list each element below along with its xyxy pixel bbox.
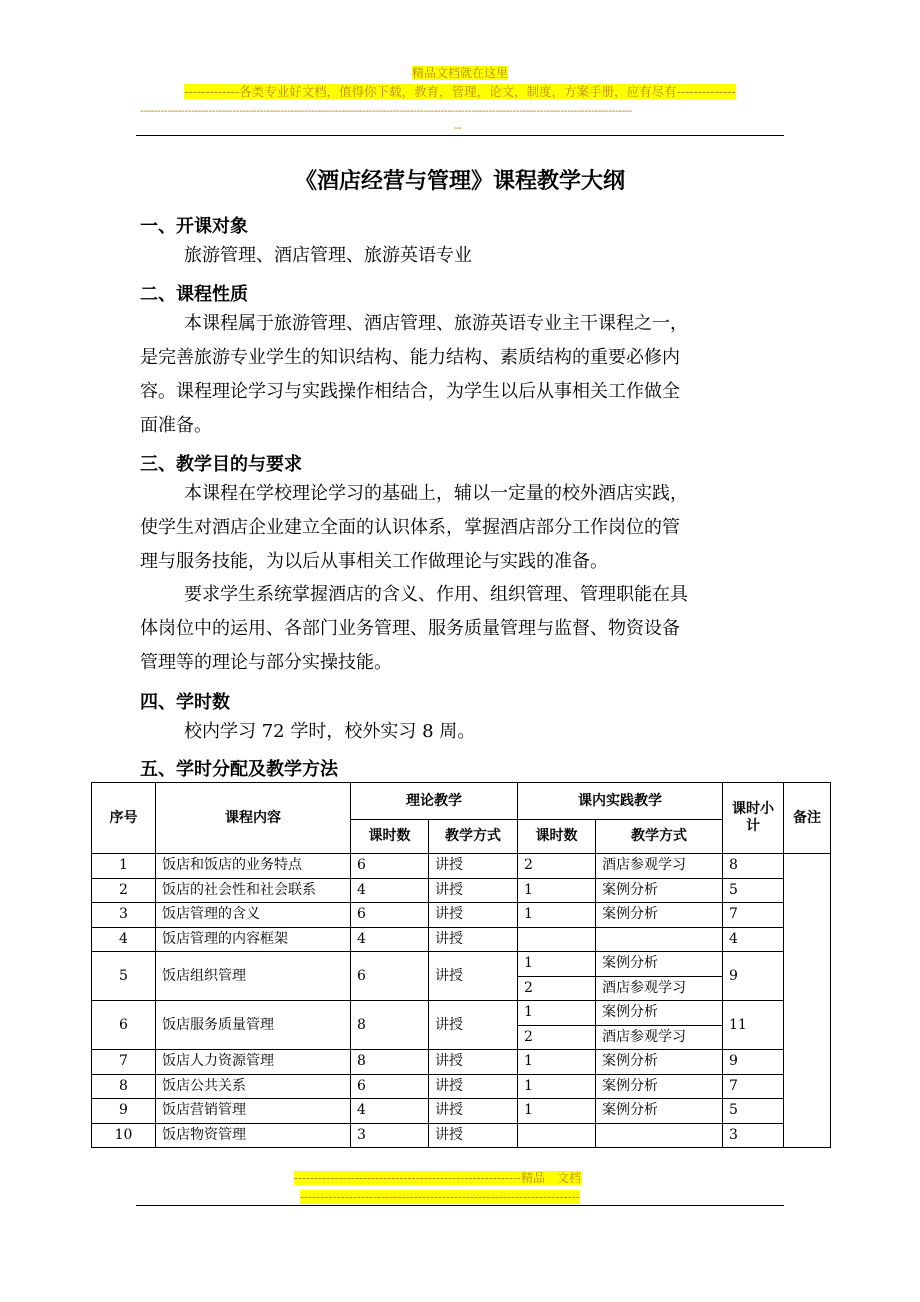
cell-practice-method: 案例分析 [596,1001,723,1026]
section-heading-5: 五、学时分配及教学方法 [140,759,338,780]
cell-subtotal: 5 [723,1099,784,1124]
cell-subtotal: 7 [723,903,784,928]
cell-theory-method: 讲授 [429,1074,518,1099]
cell-subtotal: 3 [723,1123,784,1148]
table-row [92,1001,831,1026]
cell-theory-method: 讲授 [429,1099,518,1124]
col-header-theory-method: 教学方式 [429,820,518,854]
cell-practice-hours: 2 [518,976,596,1001]
cell-theory-hours: 6 [351,903,429,928]
cell-practice-method: 酒店参观学习 [596,976,723,1001]
cell-practice-hours: 1 [518,952,596,977]
cell-content: 饭店的社会性和社会联系 [156,878,351,903]
cell-practice-method [596,927,723,952]
cell-theory-hours: 4 [351,927,429,952]
cell-theory-hours: 4 [351,878,429,903]
section-body-3a [140,477,782,579]
header-dash-line: ------------------------------------------------------------------------------------------------------------------------------------------------ [140,104,633,117]
cell-theory-method: 讲授 [429,927,518,952]
section-body-1 [140,239,782,273]
cell-content: 饭店营销管理 [156,1099,351,1124]
text-line: 本课程在学校理论学习的基础上，辅以一定量的校外酒店实践， [184,483,688,504]
cell-no: 2 [92,878,156,903]
table-row [92,1123,831,1148]
footer-line-2: --------------------------------------------------------------------- [300,1190,580,1204]
cell-practice-method: 案例分析 [596,1099,723,1124]
section-heading-1: 一、开课对象 [140,216,248,237]
cell-content: 饭店管理的含义 [156,903,351,928]
hours-allocation-table [91,782,831,1148]
cell-practice-hours: 1 [518,1001,596,1026]
cell-content: 饭店人力资源管理 [156,1050,351,1075]
cell-practice-method: 酒店参观学习 [596,1025,723,1050]
cell-subtotal: 5 [723,878,784,903]
col-header-note: 备注 [784,783,831,854]
cell-theory-method: 讲授 [429,1050,518,1075]
cell-content: 饭店物资管理 [156,1123,351,1148]
cell-theory-hours: 6 [351,952,429,1001]
cell-practice-method: 案例分析 [596,952,723,977]
text-line: 本课程属于旅游管理、酒店管理、旅游英语专业主干课程之一， [184,313,688,334]
cell-content: 饭店管理的内容框架 [156,927,351,952]
footer-rule [136,1205,784,1206]
table-row [92,1074,831,1099]
section-body-4 [140,715,782,749]
cell-no: 7 [92,1050,156,1075]
cell-practice-hours: 1 [518,903,596,928]
cell-no: 4 [92,927,156,952]
cell-theory-method: 讲授 [429,854,518,879]
text-line: 容。课程理论学习与实践操作相结合，为学生以后从事相关工作做全 [140,381,680,402]
header-dash-end: -- [454,121,462,134]
cell-no: 8 [92,1074,156,1099]
cell-theory-method: 讲授 [429,1123,518,1148]
cell-theory-method: 讲授 [429,878,518,903]
cell-no: 6 [92,1001,156,1050]
document-title: 《酒店经营与管理》课程教学大纲 [294,169,625,194]
cell-subtotal: 7 [723,1074,784,1099]
cell-content: 饭店和饭店的业务特点 [156,854,351,879]
cell-practice-hours: 2 [518,1025,596,1050]
cell-theory-hours: 3 [351,1123,429,1148]
cell-theory-hours: 4 [351,1099,429,1124]
cell-subtotal: 11 [723,1001,784,1050]
cell-theory-hours: 6 [351,1074,429,1099]
section-heading-2: 二、课程性质 [140,284,248,305]
table-row [92,1099,831,1124]
cell-practice-hours [518,1123,596,1148]
cell-practice-hours [518,927,596,952]
cell-practice-method: 案例分析 [596,1050,723,1075]
cell-theory-hours: 8 [351,1001,429,1050]
header-banner-top: 精品文档就在这里 [411,66,508,80]
text-line: 管理等的理论与部分实操技能。 [140,652,392,673]
cell-theory-hours: 6 [351,854,429,879]
col-header-practice-method: 教学方式 [596,820,723,854]
cell-theory-method: 讲授 [429,1001,518,1050]
cell-practice-hours: 1 [518,1074,596,1099]
cell-theory-method: 讲授 [429,903,518,928]
text-line: 是完善旅游专业学生的知识结构、能力结构、素质结构的重要必修内 [140,347,680,368]
cell-practice-hours: 1 [518,878,596,903]
col-header-theory: 理论教学 [351,783,518,820]
cell-practice-method: 案例分析 [596,903,723,928]
section-body-3b [140,578,782,680]
text-line: 理与服务技能，为以后从事相关工作做理论与实践的准备。 [140,551,608,572]
table-row [92,903,831,928]
header-banner-bar: -------------各类专业好文档，值得你下载，教育，管理，论文，制度，方案手册，应有尽有-------------- [184,84,736,99]
cell-content: 饭店组织管理 [156,952,351,1001]
table-row [92,878,831,903]
cell-practice-hours: 1 [518,1099,596,1124]
cell-content: 饭店公共关系 [156,1074,351,1099]
text-line: 使学生对酒店企业建立全面的认识体系，掌握酒店部分工作岗位的管 [140,517,680,538]
cell-practice-method: 案例分析 [596,1074,723,1099]
footer-line-1: --------------------------------------------------------精品 文档 [294,1171,582,1185]
table-row [92,927,831,952]
cell-subtotal: 9 [723,1050,784,1075]
cell-content: 饭店服务质量管理 [156,1001,351,1050]
cell-practice-method: 酒店参观学习 [596,854,723,879]
table-row [92,952,831,977]
text-line: 旅游管理、酒店管理、旅游英语专业 [184,245,472,266]
cell-practice-hours: 1 [518,1050,596,1075]
cell-no: 3 [92,903,156,928]
cell-subtotal: 9 [723,952,784,1001]
cell-note [784,854,831,1148]
text-line: 校内学习 72 学时，校外实习 8 周。 [184,721,476,742]
table-row [92,854,831,879]
col-header-practice-hours: 课时数 [518,820,596,854]
cell-no: 5 [92,952,156,1001]
section-body-2 [140,307,782,443]
text-line: 体岗位中的运用、各部门业务管理、服务质量管理与监督、物资设备 [140,618,680,639]
text-line: 面准备。 [140,415,212,436]
table-row [92,1050,831,1075]
col-header-content: 课程内容 [156,783,351,854]
col-header-subtotal: 课时小计 [723,783,784,854]
cell-practice-method [596,1123,723,1148]
cell-theory-method: 讲授 [429,952,518,1001]
text-line: 要求学生系统掌握酒店的含义、作用、组织管理、管理职能在具 [184,584,688,605]
cell-subtotal: 8 [723,854,784,879]
col-header-no: 序号 [92,783,156,854]
cell-subtotal: 4 [723,927,784,952]
section-heading-3: 三、教学目的与要求 [140,454,302,475]
col-header-theory-hours: 课时数 [351,820,429,854]
cell-no: 1 [92,854,156,879]
cell-practice-method: 案例分析 [596,878,723,903]
header-rule [136,135,784,136]
cell-practice-hours: 2 [518,854,596,879]
cell-theory-hours: 8 [351,1050,429,1075]
cell-no: 9 [92,1099,156,1124]
section-heading-4: 四、学时数 [140,692,230,713]
col-header-practice: 课内实践教学 [518,783,723,820]
cell-no: 10 [92,1123,156,1148]
